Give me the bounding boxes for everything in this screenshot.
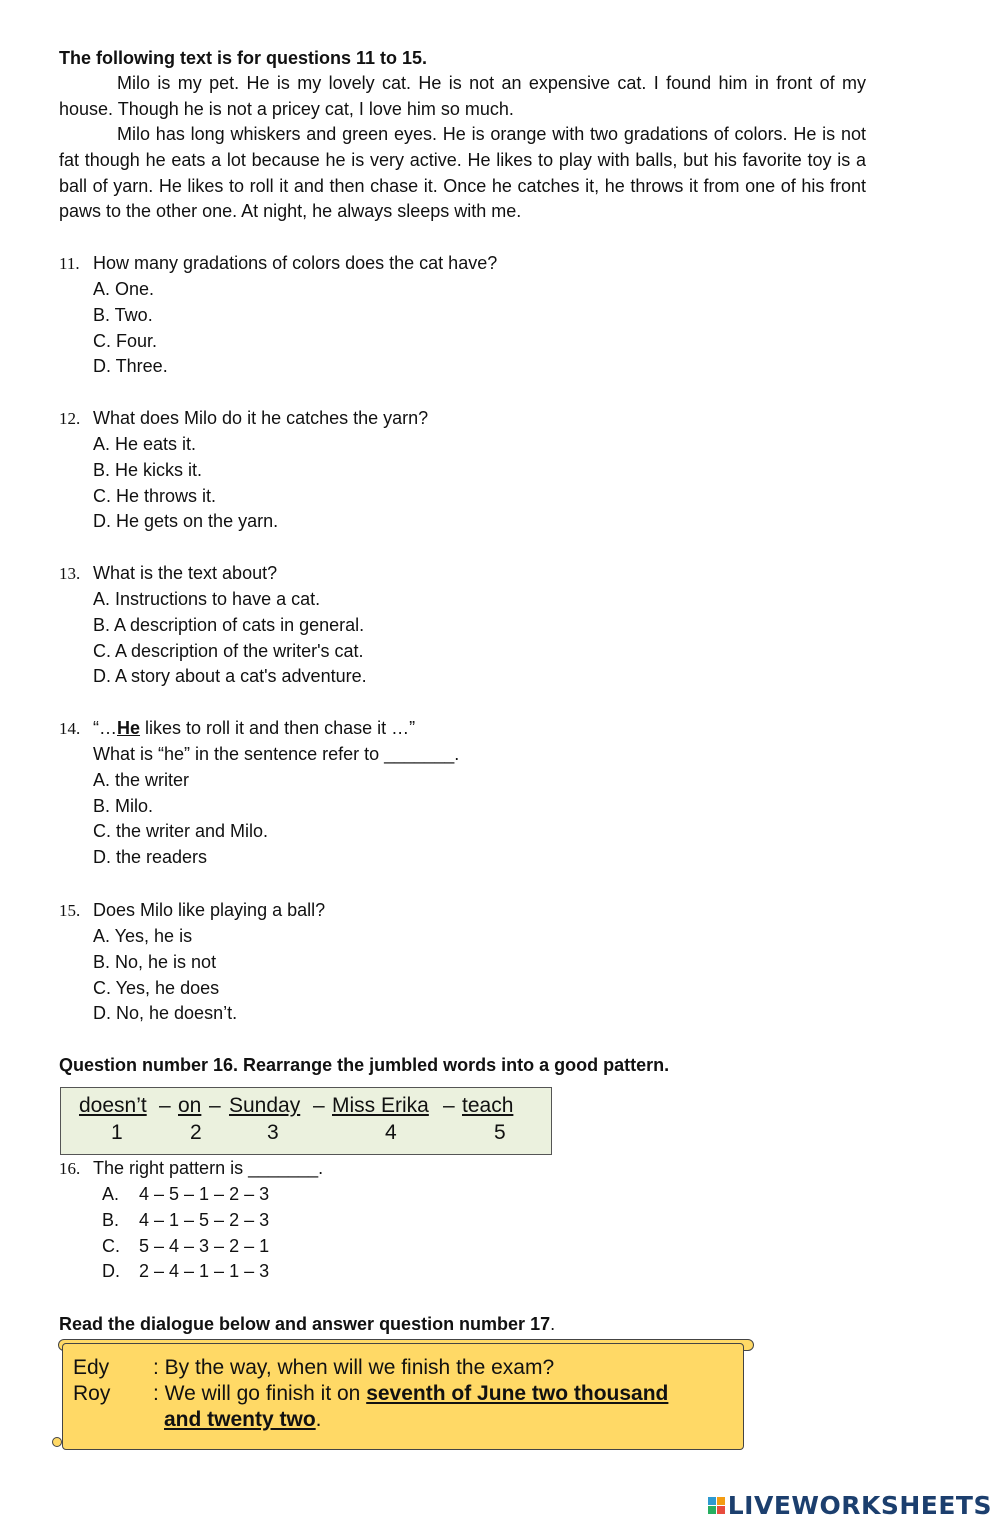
word-number: 1 [111, 1121, 123, 1144]
jumbled-word: Sunday [229, 1094, 301, 1117]
liveworksheets-logo[interactable] [708, 1488, 992, 1522]
option[interactable]: C. Four. [93, 330, 158, 351]
question-11 [59, 251, 497, 277]
passage-paragraph-1: Milo is my pet. He is my lovely cat. He is not an expensive cat. I found him in front of my house. Though he is not a pricey cat, I love him so much. [59, 73, 866, 119]
option[interactable]: A. Yes, he is [93, 926, 193, 946]
q17-heading-period: . [550, 1314, 556, 1334]
option[interactable] [102, 1208, 269, 1234]
passage-intro: The following text is for questions 11 to 15. [59, 48, 428, 68]
word-number: 5 [494, 1121, 506, 1144]
question-text: Does Milo like playing a ball? [93, 900, 326, 920]
option[interactable]: D. the readers [93, 847, 208, 868]
question-number: 12. [59, 409, 81, 428]
roy-date-part2: and twenty two [164, 1408, 316, 1431]
separator: – [159, 1094, 171, 1117]
option[interactable] [102, 1259, 269, 1285]
quote-open: “… [93, 718, 117, 738]
separator: – [209, 1094, 221, 1117]
scroll-curl [52, 1437, 62, 1447]
q16-heading: Question number 16. Rearrange the jumbled words into a good pattern. [59, 1055, 670, 1075]
option[interactable]: C. Yes, he does [93, 977, 220, 998]
word-number: 3 [267, 1121, 279, 1144]
option[interactable]: D. A story about a cat's adventure. [93, 666, 367, 687]
option-text: 4 – 1 – 5 – 2 – 3 [139, 1209, 270, 1230]
jumbled-word: Miss Erika [332, 1094, 429, 1117]
question-12 [59, 406, 428, 432]
quote-pronoun: He [117, 718, 141, 738]
word-number: 2 [190, 1121, 202, 1144]
option[interactable]: C. the writer and Milo. [93, 821, 269, 842]
option[interactable]: B. Milo. [93, 795, 154, 816]
option[interactable]: B. No, he is not [93, 951, 217, 972]
roy-line-text: : We will go finish it on [153, 1382, 367, 1405]
q17-heading-text: Read the dialogue below and answer question number 17 [59, 1314, 551, 1334]
option[interactable]: C. He throws it. [93, 485, 217, 506]
roy-line [153, 1381, 733, 1407]
edy-line: : By the way, when will we finish the exam? [153, 1356, 555, 1379]
speaker-edy: Edy [73, 1356, 110, 1379]
q11-options [93, 277, 168, 380]
option-text: 4 – 5 – 1 – 2 – 3 [139, 1184, 270, 1204]
question-number: 16. [59, 1159, 81, 1178]
jumbled-word: on [178, 1094, 202, 1117]
option[interactable]: A. One. [93, 279, 155, 299]
separator: – [313, 1094, 325, 1117]
question-16 [59, 1156, 323, 1182]
option[interactable]: B. A description of cats in general. [93, 614, 365, 635]
q15-options [93, 924, 237, 1027]
roy-line-cont [164, 1407, 322, 1433]
jumbled-words-box [60, 1087, 552, 1155]
option-letter: D. [102, 1261, 120, 1282]
option-letter: B. [102, 1209, 120, 1230]
option[interactable]: D. He gets on the yarn. [93, 511, 279, 532]
quote-rest: likes to roll it and then chase it …” [140, 718, 416, 738]
question-text: How many gradations of colors does the cat have? [93, 253, 498, 273]
roy-date-part1: seventh of June two thousand [366, 1382, 669, 1405]
option[interactable]: A. the writer [93, 769, 190, 790]
q14-options [93, 742, 459, 871]
question-text: What is “he” in the sentence refer to _______. [93, 744, 460, 764]
option[interactable]: D. No, he doesn’t. [93, 1003, 238, 1024]
option-letter: A. [102, 1184, 120, 1204]
option[interactable] [102, 1234, 269, 1260]
option[interactable]: A. He eats it. [93, 434, 197, 454]
jumbled-word: teach [462, 1094, 514, 1117]
question-number: 13. [59, 564, 81, 583]
word-number: 4 [385, 1121, 397, 1144]
q13-options [93, 587, 367, 690]
logo-text: LIVEWORKSHEETS [727, 1490, 992, 1520]
option[interactable]: B. He kicks it. [93, 459, 203, 480]
question-14 [59, 716, 415, 742]
question-text: What does Milo do it he catches the yarn? [93, 408, 429, 428]
option-letter: C. [102, 1235, 120, 1256]
question-13 [59, 561, 277, 587]
option-text: 5 – 4 – 3 – 2 – 1 [139, 1235, 270, 1256]
separator: – [443, 1094, 455, 1117]
jumbled-word: doesn’t [79, 1094, 147, 1117]
q17-heading [59, 1314, 555, 1335]
q16-options [102, 1182, 269, 1285]
question-number: 11. [59, 254, 80, 273]
option[interactable] [102, 1182, 269, 1208]
option[interactable]: B. Two. [93, 304, 153, 325]
logo-grid-icon [708, 1497, 725, 1514]
passage-paragraph-2: Milo has long whiskers and green eyes. He is orange with two gradations of colors. He is not fat though he eats a lot because he is very active. He likes to play with balls, but his favorite toy is a ball of yarn. He likes to roll it and then chase it. Once he catches it, he throws it from one of his front paws to the other one. At night, he always sleeps with me. [59, 124, 866, 222]
question-number: 14. [59, 719, 81, 738]
question-text: The right pattern is _______. [93, 1158, 324, 1178]
option[interactable]: D. Three. [93, 356, 168, 377]
question-15 [59, 898, 325, 924]
roy-line-end: . [315, 1408, 322, 1431]
option[interactable]: C. A description of the writer's cat. [93, 640, 364, 661]
question-text: What is the text about? [93, 563, 278, 583]
q12-options [93, 432, 278, 535]
option-text: 2 – 4 – 1 – 1 – 3 [139, 1261, 270, 1282]
question-number: 15. [59, 901, 81, 920]
option[interactable]: A. Instructions to have a cat. [93, 589, 321, 609]
speaker-roy: Roy [73, 1382, 111, 1405]
